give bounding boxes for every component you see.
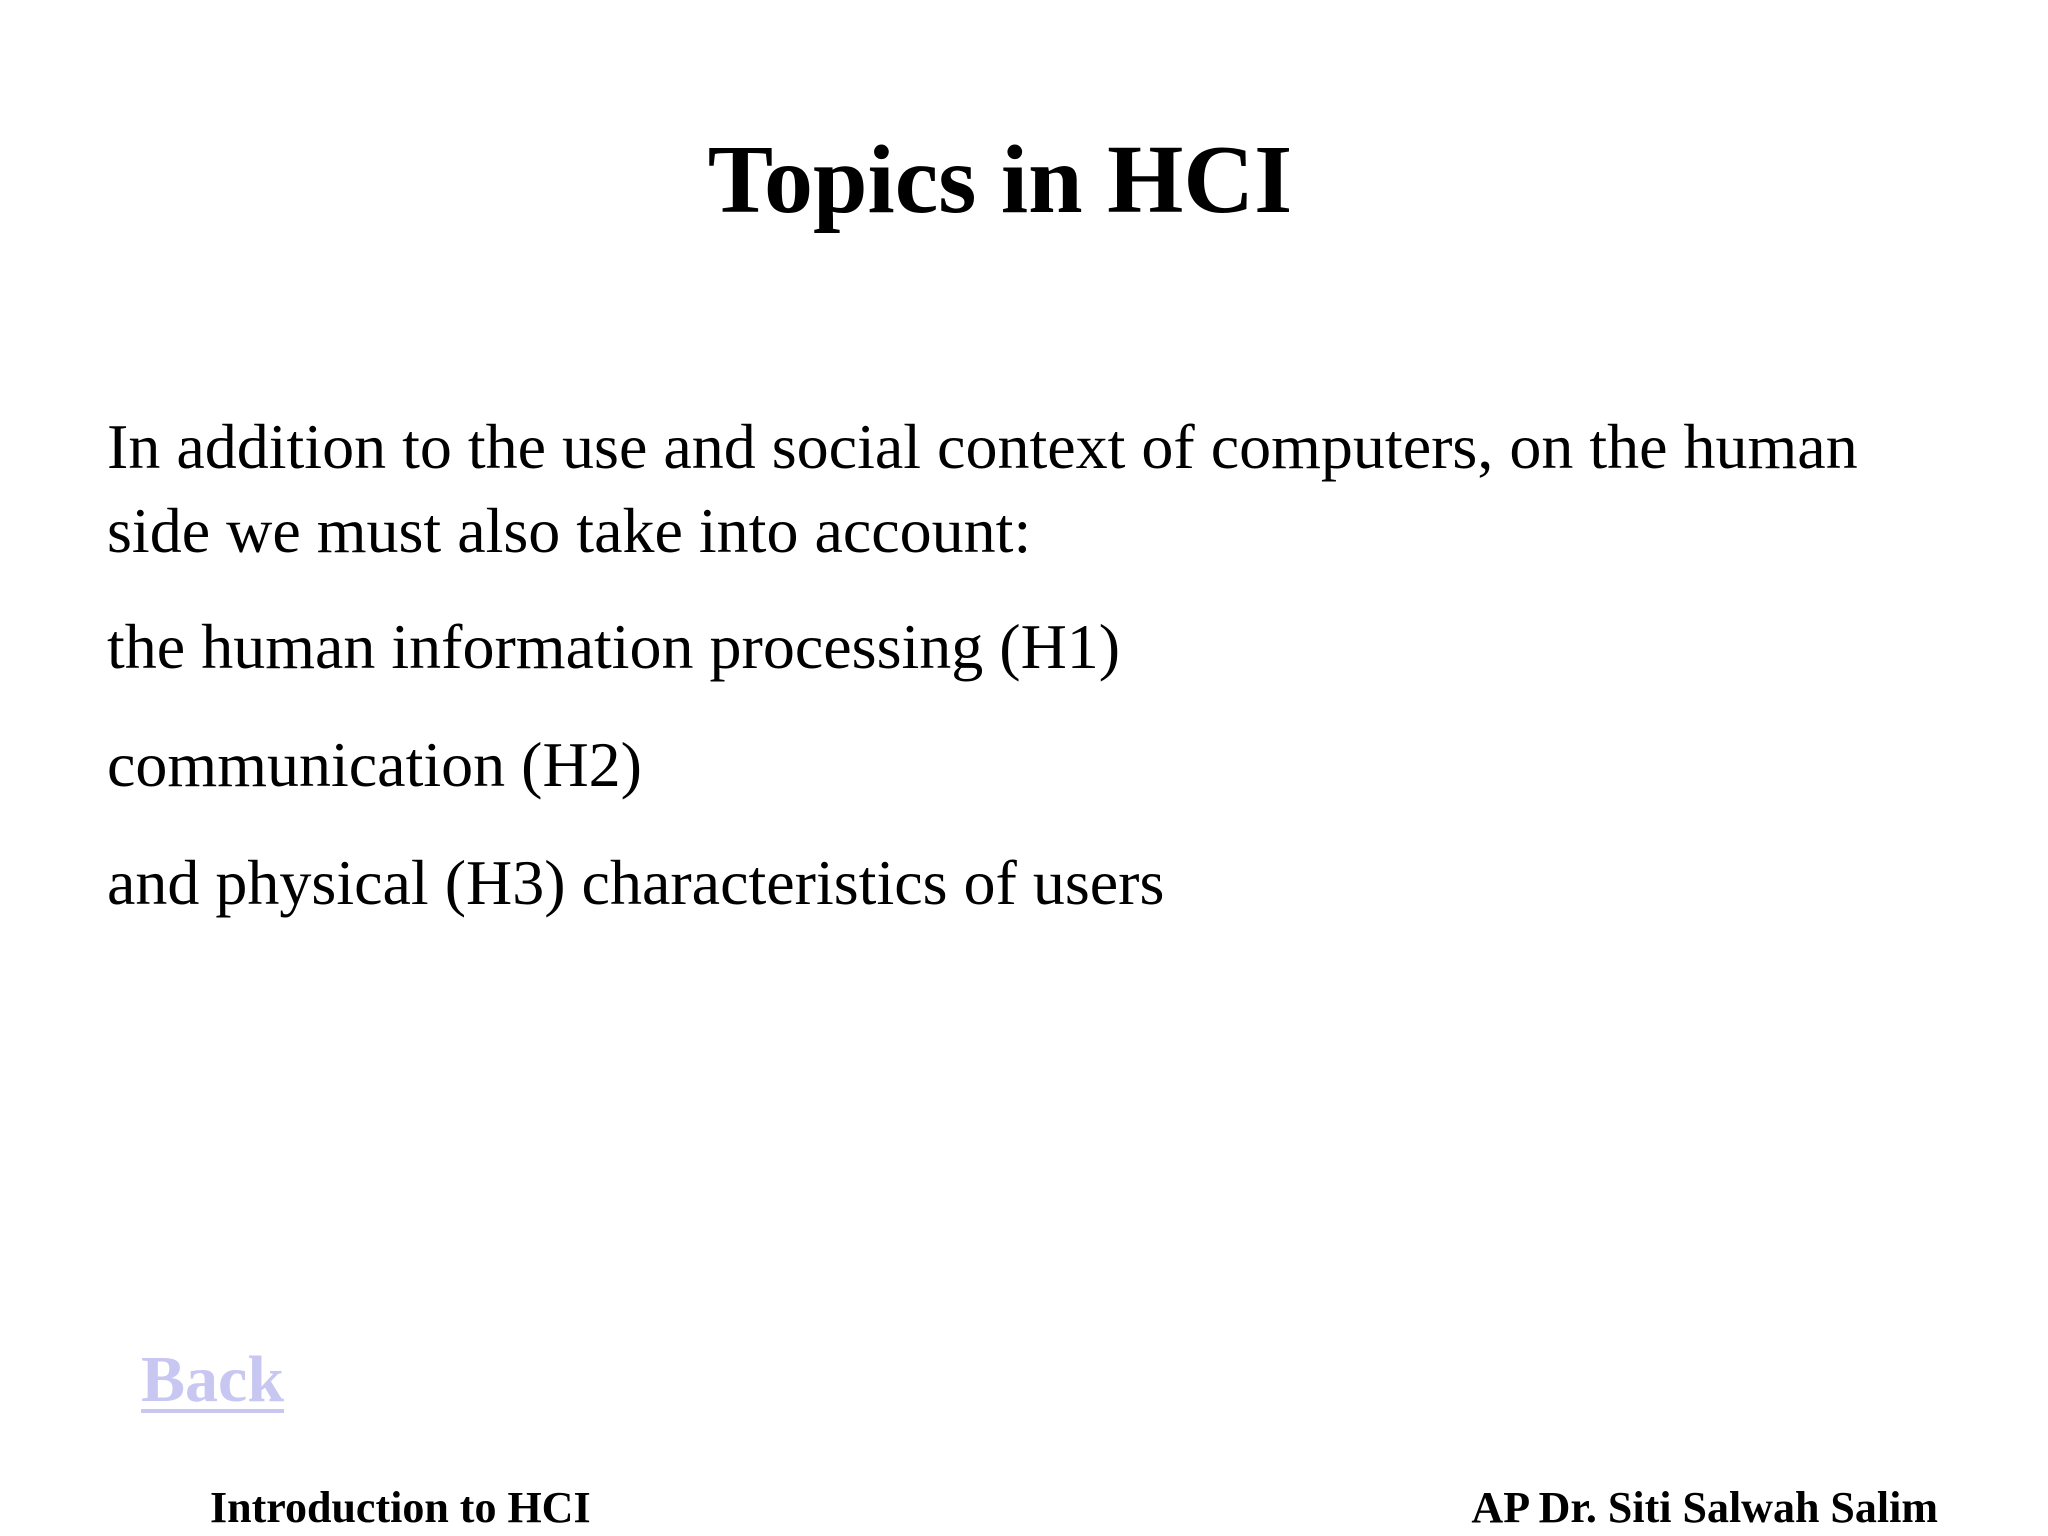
back-link[interactable]: Back: [141, 1343, 285, 1416]
topic-item-h3: and physical (H3) characteristics of users: [107, 847, 1165, 918]
topic-item-h2: communication (H2): [107, 729, 642, 800]
footer-course-title: Introduction to HCI: [210, 1483, 591, 1532]
slide-body: [107, 405, 1907, 925]
footer-author: AP Dr. Siti Salwah Salim: [1471, 1483, 1938, 1532]
slide-title: Topics in HCI: [707, 126, 1293, 234]
topic-item-h1: the human information processing (H1): [107, 611, 1121, 682]
intro-paragraph: In addition to the use and social context of computers, on the human side we must also take into account:: [107, 411, 1858, 566]
